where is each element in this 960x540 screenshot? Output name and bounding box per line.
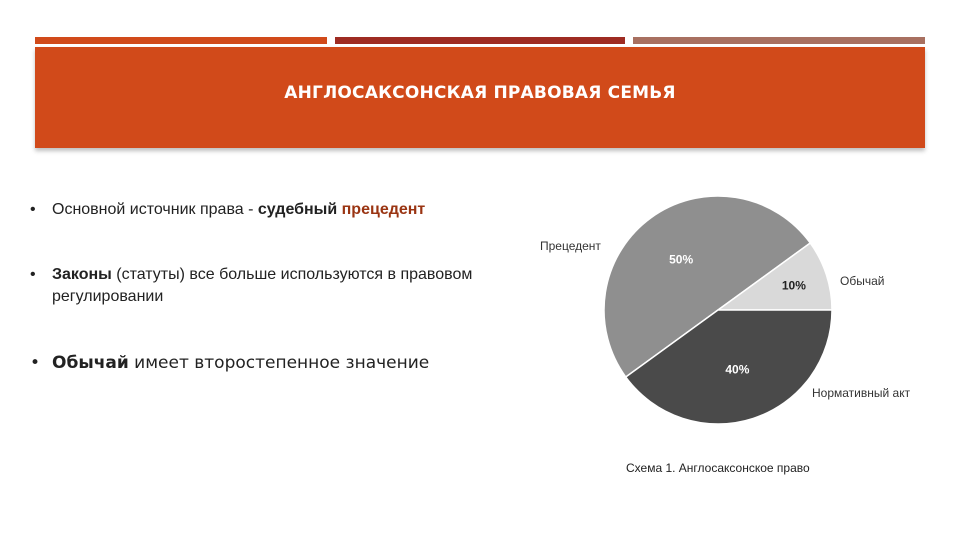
bullet-dot: • [30, 353, 41, 373]
header-stripe-left [35, 37, 327, 44]
bullet-text [52, 353, 550, 373]
bullet-text [52, 264, 500, 308]
pie-value-label: 50% [669, 252, 694, 267]
bullet-custom [30, 353, 550, 373]
bullet-text-bold: Законы [52, 266, 112, 283]
pie-value-label: 10% [781, 278, 806, 293]
page-title: АНГЛОСАКСОНСКАЯ ПРАВОВАЯ СЕМЬЯ [284, 82, 676, 103]
header-stripe-right [633, 37, 925, 44]
pie-chart [530, 180, 950, 430]
pie-category-label: Прецедент [540, 239, 601, 253]
bullet-text-plain: Основной источник права - [52, 201, 258, 218]
bullet-statutes [30, 264, 500, 308]
bullet-text-bold: судебный [257, 201, 338, 218]
bullet-text-accent: прецедент [341, 201, 426, 218]
bullet-dot: • [30, 201, 36, 218]
bullet-text [52, 201, 550, 219]
header-stripe-middle [335, 37, 625, 44]
bullet-dot: • [30, 266, 36, 283]
bullet-text-plain: (статуты) все больше используются в правовом регулировании [52, 266, 473, 305]
bullet-source-of-law [30, 201, 550, 219]
pie-value-label: 40% [725, 362, 750, 377]
pie-category-label: Обычай [840, 274, 885, 288]
title-banner [35, 47, 925, 148]
chart-caption: Схема 1. Англосаксонское право [626, 461, 810, 475]
bullet-text-plain: имеет второстепенное значение [128, 353, 430, 373]
bullet-text-bold: Обычай [52, 353, 129, 373]
pie-category-label: Нормативный акт [812, 386, 911, 400]
